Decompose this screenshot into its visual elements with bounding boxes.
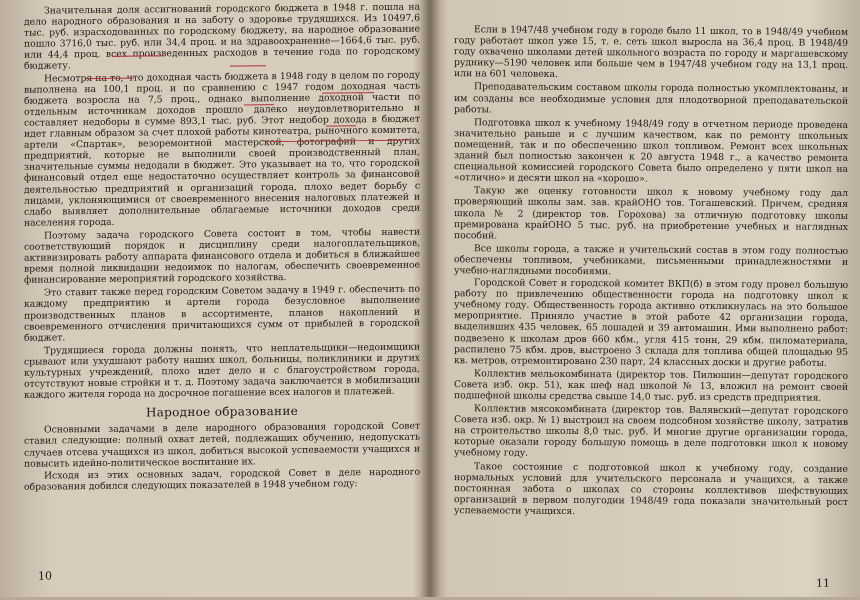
left-paragraph-7: Исходя из этих основных задач, городской Совет в деле народного образования добился следующих показателей в 1948 учебном году: bbox=[24, 466, 420, 493]
right-page-text bbox=[454, 24, 848, 520]
right-paragraph-6: Городской Совет и городской комитет ВКП(б) в этом году провел большую работу по привлечению общественности города на подготовку школ к учебному году. Общественность города активно откликнулась на это большое мероприятие. Приняло участие в этой работе 42 организации города, выделивших 435 человек, 65 лошадей и 39 автомашин. Ими выполнено работ: подвезено к школам дров 660 кбм., угля 415 тонн, 29 кбм. пиломатериала, распилено 75 кбм. дров, выстроено 3 склада для топлива общей площадью 95 кв. метров, отремонтировано 230 парт, 24 классных доски и другие работы. bbox=[454, 277, 848, 369]
right-paragraph-8: Коллектив мясокомбината (директор тов. Валявский—депутат городского Совета изб. окр. № 1) выстроил на своем подсобном хозяйстве школу, затратив на строительство школы 8,0 тыс. руб. И многие другие организации города, которые оказали городу большую помощь в деле подготовки школ к новому учебному году. bbox=[454, 403, 848, 460]
right-page-number: 11 bbox=[816, 576, 830, 590]
left-paragraph-5: Трудящиеся города должны понять, что неплательщики—недоимщики срывают или ухудшают работу наших школ, больницы, поликлиники и других культурных учреждений, плохо идет дело и с благоустройством города, отсутствуют новые стройки и т. д. Поэтому задача заключается в мобилизации каждого жителя города на досрочное погашение всех налогов и платежей. bbox=[24, 341, 420, 401]
left-page bbox=[0, 0, 430, 597]
section-heading: Народное образование bbox=[145, 404, 299, 420]
book-gutter bbox=[420, 0, 440, 597]
left-paragraph-3: Поэтому задача городского Совета состоит в том, чтобы навести соответствующий порядок и дисциплину среди налогоплательщиков, активизировать работу аппарата финансового отдела и добиться в ближайшее время полной ликвидации недоимок по налогам, обеспечить своевременное финансирование мероприятий городского хозяйства. bbox=[24, 226, 420, 286]
left-paragraph-1: Значительная доля ассигнований городского бюджета в 1948 г. пошла на дело народного образования и на заботу о здоровье трудящихся. Из 10497,6 тыс. руб. израсходованных по городскому бюджету, на народное образование пошло 3716,0 тыс. руб. или 34,4 проц. и на здравоохранение—1664,6 тыс. руб. или 44,4 проц. всех произведенных расходов в течение года по городскому бюджету. bbox=[24, 1, 420, 73]
right-paragraph-7: Коллектив мельокомбината (директор тов. Пилюшин—депутат городского Совета изб. окр. 51), как шеф над школой № 13, вложил на ремонт своей подшефной школы средства свыше 14,0 тыс. руб. из средств предприятия. bbox=[454, 368, 848, 404]
right-paragraph-4: Такую же оценку готовности школ к новому учебному году дал проверяющий школы зам. зав. крайОНО тов. Тогашевский. Причем, средняя школа № 2 (директор тов. Горохова) за отличную подготовку школы премирована крайОНО 5 тыс. руб. на приобретение учебных и наглядных пособий. bbox=[454, 185, 848, 242]
left-page-text bbox=[24, 2, 420, 494]
right-page bbox=[430, 0, 860, 600]
right-paragraph-1: Если в 1947/48 учебном году в городе было 11 школ, то в 1948/49 учебном году работает школ уже 15, т. е. сеть школ выросла на 36,4 проц. В 1948/49 году охвачено школами детей школьного возраста по городу и маргашевскому руднику—5190 человек или больше чем в 1947/48 учебном году на 13,1 проц. или на 601 человека. bbox=[454, 24, 848, 81]
left-page-number: 10 bbox=[38, 569, 52, 583]
right-paragraph-3: Подготовка школ к учебному 1948/49 году в отчетном периоде проведена значительно раньше и с лучшим качеством, как по ремонту школьных помещений, так и по обеспечению школ топливом. Ремонт всех школьных зданий был полностью закончен к 20 августа 1948 г., а качество ремонта специальной комиссией городского Совета было определено у пяти школ на «отлично» и десяти школ на «хорошо». bbox=[454, 117, 848, 185]
left-paragraph-4: Это ставит также перед городским Советом задачу в 1949 г. обеспечить по каждому предприятию и артели города безусловное выполнение производственных планов в ассортименте, планов накоплений и своевременного отчисления причитающихся сумм от прибылей в городской бюджет. bbox=[24, 283, 420, 344]
left-paragraph-6: Основными задачами в деле народного образования городской Совет ставил следующие: полный охват детей, подлежащих обучению, недопускать случаев отсева учащихся из школ, добиться высокой успеваемости учащихся и повысить идейно-политическое воспитание их. bbox=[24, 420, 420, 470]
right-paragraph-9: Такое состояние с подготовкой школ к учебному году, создание нормальных условий для учительского персонала и учащихся, а также постоянная забота о школах со стороны коллективов шефствующих организаций в первом полугодии 1948/49 года показали значительный рост успеваемости учащихся. bbox=[454, 460, 848, 517]
right-paragraph-2: Преподавательским составом школы города полностью укомплектованы, и им созданы все необходимые условия для плодотворной преподавательской работы. bbox=[454, 81, 848, 116]
left-paragraph-2: Несмотря на то, что доходная часть бюджета в 1948 году в целом по городу выполнена на 100,1 проц. и по сравнению с 1947 годом доходная часть бюджета возросла на 7,5 проц., однако выполнение доходной части по отдельным источникам доходов прошло далеко неудовлетворительно и составляет недоборы в сумме 893,1 тыс. руб. Этот недобор дохода в бюджет идет главным образом за счет плохой работы кинотеатра, рыночного комитета, артели «Спартак», везоремонтной мастерской, фотографий и других предприятий, которые не выполнили своей производственный план, значительные суммы недодали в бюджет. Это указывает на то, что городской финансовый отдел еще недостаточно осуществляет контроль за финансовой деятельностью предприятий и организаций города, плохо ведет борьбу с лицами, уклоняющимися от своевременного внесения налоговых платежей и слабо выявляет дополнительные облагаемые источники доходов среди населения города. bbox=[24, 69, 420, 229]
right-paragraph-5: Все школы города, а также и учительский состав в этом году полностью обеспечены топливом, учебниками, письменными принадлежностями и учебно-наглядными пособиями. bbox=[454, 243, 848, 278]
